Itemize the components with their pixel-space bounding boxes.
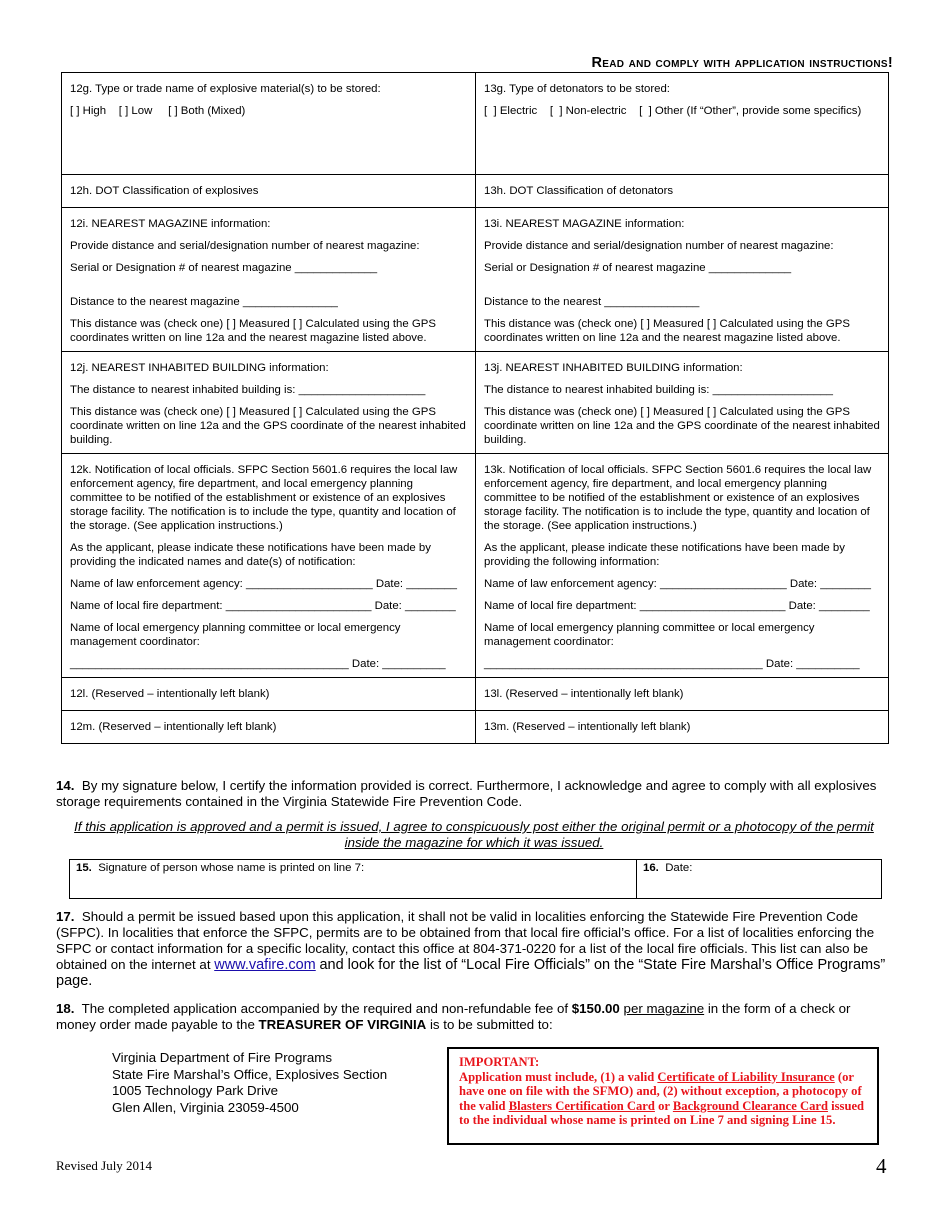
date-field[interactable] [637, 860, 881, 898]
cell-13j [476, 352, 889, 454]
fire-dept-field-12k[interactable]: Name of local fire department: _______________________ Date: ________ [70, 600, 456, 612]
row-12h-13h [62, 175, 889, 208]
vafire-link[interactable]: www.vafire.com [214, 957, 316, 973]
permit-validity-tail: and look for the list of “Local Fire Officials” on the “State Fire Marshal’s Office Programs” page. [56, 957, 886, 989]
serial-field-13i[interactable]: Serial or Designation # of nearest magazine _____________ [484, 262, 792, 274]
label-13i: 13i. NEAREST MAGAZINE information: [484, 218, 685, 230]
address-line-4: Glen Allen, Virginia 23059-4500 [112, 1099, 299, 1115]
lepc-field-13k[interactable]: ____________________________________________ Date: __________ [484, 658, 860, 670]
method-check-12j[interactable]: This distance was (check one) [ ] Measured [ ] Calculated using the GPS coordinate written on line 12a and the GPS coordinate of the nearest inhabited building. [70, 406, 466, 446]
mailing-address [112, 1050, 387, 1116]
row-12j-13j [62, 352, 889, 454]
important-notice-box [447, 1047, 879, 1145]
law-agency-field-13k[interactable]: Name of law enforcement agency: ____________________ Date: ________ [484, 578, 871, 590]
certification-section [56, 778, 892, 810]
method-check-13j[interactable]: This distance was (check one) [ ] Measured [ ] Calculated using the GPS coordinate written on line 12a and the GPS coordinate of the nearest inhabited building. [484, 406, 880, 446]
lepc-label-13k: Name of local emergency planning committee or local emergency management coordinator: [484, 622, 815, 648]
notification-intro-12k: 12k. Notification of local officials. SFPC Section 5601.6 requires the local law enforcement agency, fire department, and local emergency planning committee to be notified of the establishment or existence of an explosives storage facility. The notification is to include the type, quantity and location of the storage. (See application instructions.) [70, 464, 458, 532]
serial-field-12i[interactable]: Serial or Designation # of nearest magazine _____________ [70, 262, 378, 274]
important-text-d: issued to the individual whose name is printed on Line 7 and signing Line 15. [459, 1098, 865, 1127]
submission-section [56, 1001, 892, 1033]
distance-field-13i[interactable]: Distance to the nearest _______________ [484, 296, 700, 308]
fire-dept-field-13k[interactable]: Name of local fire department: _______________________ Date: ________ [484, 600, 870, 612]
label-13g: 13g. Type of detonators to be stored: [484, 83, 670, 95]
payee-name: TREASURER OF VIRGINIA [258, 1017, 427, 1032]
storage-info-table [61, 72, 889, 744]
cell-13g [476, 73, 889, 175]
section-17-number: 17. [56, 909, 75, 924]
important-text-c: or [658, 1098, 670, 1113]
detonator-type-options[interactable]: [ ] Electric [ ] Non-electric [ ] Other (If “Other”, provide some specifics) [484, 105, 862, 117]
applicant-text-12k: As the applicant, please indicate these notifications have been made by providing the indicated names and date(s) of notification: [70, 542, 431, 568]
cell-13m: 13m. (Reserved – intentionally left blank) [476, 711, 889, 744]
date-label: Date: [665, 862, 693, 874]
section-14-number: 14. [56, 778, 75, 793]
fee-amount: $150.00 [571, 1001, 620, 1016]
liability-insurance: Certificate of Liability Insurance [657, 1069, 835, 1084]
cell-12i [62, 208, 476, 352]
distance-field-12i[interactable]: Distance to the nearest magazine _______________ [70, 296, 338, 308]
page-number: 4 [876, 1154, 887, 1178]
submission-text-3: is to be submitted to: [429, 1017, 553, 1032]
cell-12k [62, 454, 476, 678]
section-18-number: 18. [56, 1001, 75, 1016]
signature-box [69, 859, 882, 899]
label-12i: 12i. NEAREST MAGAZINE information: [70, 218, 271, 230]
per-magazine: per magazine [623, 1001, 705, 1016]
important-title: IMPORTANT: [459, 1055, 540, 1069]
row-12m-13m [62, 711, 889, 744]
row-12g-13g [62, 73, 889, 175]
cell-13i [476, 208, 889, 352]
applicant-text-13k: As the applicant, please indicate these notifications have been made by providing the following information: [484, 542, 845, 568]
cell-12l: 12l. (Reserved – intentionally left blank) [62, 678, 476, 711]
lepc-field-12k[interactable]: ____________________________________________ Date: __________ [70, 658, 446, 670]
permit-posting-pledge: If this application is approved and a permit is issued, I agree to conspicuously post either the original permit or a photocopy of the permit inside the magazine for which it was issued. [74, 819, 874, 850]
submission-text-1: The completed application accompanied by the required and non-refundable fee of [81, 1001, 569, 1016]
signature-field[interactable] [70, 860, 637, 898]
cell-12h[interactable]: 12h. DOT Classification of explosives [62, 175, 476, 208]
row-12i-13i [62, 208, 889, 352]
revision-date: Revised July 2014 [56, 1158, 153, 1173]
address-line-1: Virginia Department of Fire Programs [112, 1050, 332, 1065]
provide-text-13i: Provide distance and serial/designation number of nearest magazine: [484, 240, 834, 252]
lepc-label-12k: Name of local emergency planning committee or local emergency management coordinator: [70, 622, 401, 648]
law-agency-field-12k[interactable]: Name of law enforcement agency: ____________________ Date: ________ [70, 578, 457, 590]
permit-validity-section [56, 909, 892, 989]
row-12k-13k [62, 454, 889, 678]
address-line-2: State Fire Marshal’s Office, Explosives Section [112, 1066, 388, 1082]
signature-label: Signature of person whose name is printed on line 7: [98, 862, 365, 874]
line-15-number: 15. [76, 862, 92, 874]
provide-text-12i: Provide distance and serial/designation number of nearest magazine: [70, 240, 420, 252]
row-12l-13l [62, 678, 889, 711]
instructions-header: Read and comply with application instructions! [591, 55, 893, 71]
cell-12m: 12m. (Reserved – intentionally left blank) [62, 711, 476, 744]
explosive-type-options[interactable]: [ ] High [ ] Low [ ] Both (Mixed) [70, 105, 246, 117]
distance-field-13j[interactable]: The distance to nearest inhabited building is: ___________________ [484, 384, 833, 396]
method-check-13i[interactable]: This distance was (check one) [ ] Measured [ ] Calculated using the GPS coordinates written on line 12a and the nearest magazine listed above. [484, 318, 850, 344]
cell-12j [62, 352, 476, 454]
label-12g: 12g. Type or trade name of explosive material(s) to be stored: [70, 83, 381, 95]
important-text-a: Application must include, (1) a valid [459, 1069, 655, 1084]
method-check-12i[interactable]: This distance was (check one) [ ] Measured [ ] Calculated using the GPS coordinates written on line 12a and the nearest magazine listed above. [70, 318, 436, 344]
blasters-card: Blasters Certification Card [508, 1098, 655, 1113]
label-12j: 12j. NEAREST INHABITED BUILDING information: [70, 362, 329, 374]
submission-text-2: in the form of a check or money order made payable to the [56, 1001, 851, 1032]
line-16-number: 16. [643, 862, 659, 874]
cell-13h[interactable]: 13h. DOT Classification of detonators [476, 175, 889, 208]
cell-13k [476, 454, 889, 678]
permit-validity-text: Should a permit be issued based upon this application, it shall not be valid in localities enforcing the Statewide Fire Prevention Code (SFPC). In localities that enforce the SFPC, permits are to be obtained from that local fire official’s office. For a list of localities enforcing the SFPC or contact information for a specific locality, contact this office at 804-371-0220 for a list of the local fire officials. This list can also be obtained on the internet at [56, 909, 875, 972]
important-text-b: (or have one on file with the SFMO) and, (2) without exception, a photocopy of the valid [459, 1069, 862, 1113]
label-13j: 13j. NEAREST INHABITED BUILDING information: [484, 362, 743, 374]
distance-field-12j[interactable]: The distance to nearest inhabited building is: ____________________ [70, 384, 426, 396]
address-line-3: 1005 Technology Park Drive [112, 1083, 279, 1098]
certification-text: By my signature below, I certify the information provided is correct. Furthermore, I acknowledge and agree to comply with all explosives storage requirements contained in the Virginia Statewide Fire Prevention Code. [56, 778, 877, 809]
cell-12g [62, 73, 476, 175]
notification-intro-13k: 13k. Notification of local officials. SFPC Section 5601.6 requires the local law enforcement agency, fire department, and local emergency planning committee to be notified of the establishment or existence of an explosives storage facility. The notification is to include the type, quantity and location of the storage. (See application instructions.) [484, 464, 872, 532]
background-card: Background Clearance Card [672, 1098, 828, 1113]
cell-13l: 13l. (Reserved – intentionally left blank) [476, 678, 889, 711]
